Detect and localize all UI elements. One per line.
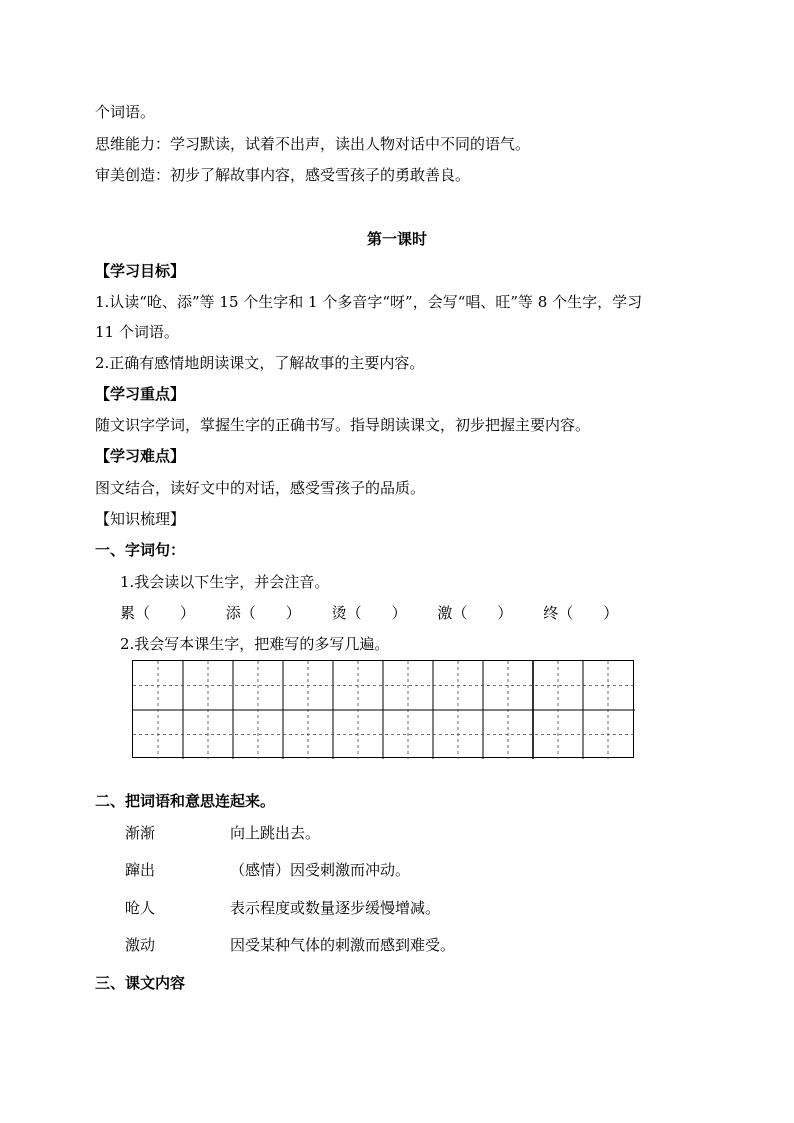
task2-text: 2.我会写本课生字，把难写的多写几遍。 bbox=[120, 635, 390, 653]
match-term[interactable]: 呛人 bbox=[125, 899, 156, 917]
match-meaning[interactable]: （感情）因受刺激而冲动。 bbox=[230, 861, 411, 879]
knowledge-heading: 【知识梳理】 bbox=[95, 510, 186, 528]
match-row bbox=[125, 898, 440, 918]
char-blank[interactable]: 烫（ ） bbox=[331, 604, 407, 622]
char-blank[interactable]: 累（ ） bbox=[120, 604, 196, 622]
goal-item-1b: 11 个词语。 bbox=[95, 323, 179, 341]
char-blank[interactable]: 激（ ） bbox=[437, 604, 513, 622]
char-blank[interactable]: 添（ ） bbox=[225, 604, 301, 622]
thinking-goal: 思维能力：学习默读，试着不出声，读出人物对话中不同的语气。 bbox=[95, 135, 531, 153]
goal-item-1a: 1.认读“呛、添”等 15 个生字和 1 个多音字“呀”，会写“唱、旺”等 8 个生字，学习 bbox=[95, 293, 643, 311]
focus-heading: 【学习重点】 bbox=[95, 385, 186, 403]
task1-text: 1.我会读以下生字，并会注音。 bbox=[120, 573, 330, 591]
match-term[interactable]: 激动 bbox=[125, 936, 156, 954]
focus-text: 随文识字学词，掌握生字的正确书写。指导朗读课文，初步把握主要内容。 bbox=[95, 416, 591, 434]
aesthetic-goal: 审美创造：初步了解故事内容，感受雪孩子的勇敢善良。 bbox=[95, 166, 471, 184]
goals-heading: 【学习目标】 bbox=[95, 262, 186, 280]
match-term[interactable]: 渐渐 bbox=[125, 824, 156, 842]
match-row bbox=[125, 823, 320, 843]
match-meaning[interactable]: 向上跳出去。 bbox=[230, 824, 321, 842]
difficulty-heading: 【学习难点】 bbox=[95, 447, 186, 465]
difficulty-text: 图文结合，读好文中的对话，感受雪孩子的品质。 bbox=[95, 479, 426, 497]
match-term[interactable]: 蹿出 bbox=[125, 861, 156, 879]
match-row bbox=[125, 860, 410, 880]
match-row bbox=[125, 935, 455, 955]
match-meaning[interactable]: 因受某种气体的刺激而感到难受。 bbox=[230, 936, 456, 954]
section1-heading: 一、字词句： bbox=[95, 541, 186, 559]
section3-heading: 三、课文内容 bbox=[95, 974, 186, 992]
writing-grid-lines bbox=[133, 661, 635, 759]
char-blank[interactable]: 终（ ） bbox=[543, 604, 619, 622]
section2-heading: 二、把词语和意思连起来。 bbox=[95, 792, 276, 810]
writing-grid[interactable] bbox=[132, 660, 634, 758]
match-meaning[interactable]: 表示程度或数量逐步缓慢增减。 bbox=[230, 899, 441, 917]
char-pinyin-row bbox=[120, 603, 644, 623]
intro-continued-line: 个词语。 bbox=[95, 103, 156, 121]
goal-item-2: 2.正确有感情地朗读课文，了解故事的主要内容。 bbox=[95, 354, 425, 372]
lesson-title: 第一课时 bbox=[366, 230, 427, 248]
